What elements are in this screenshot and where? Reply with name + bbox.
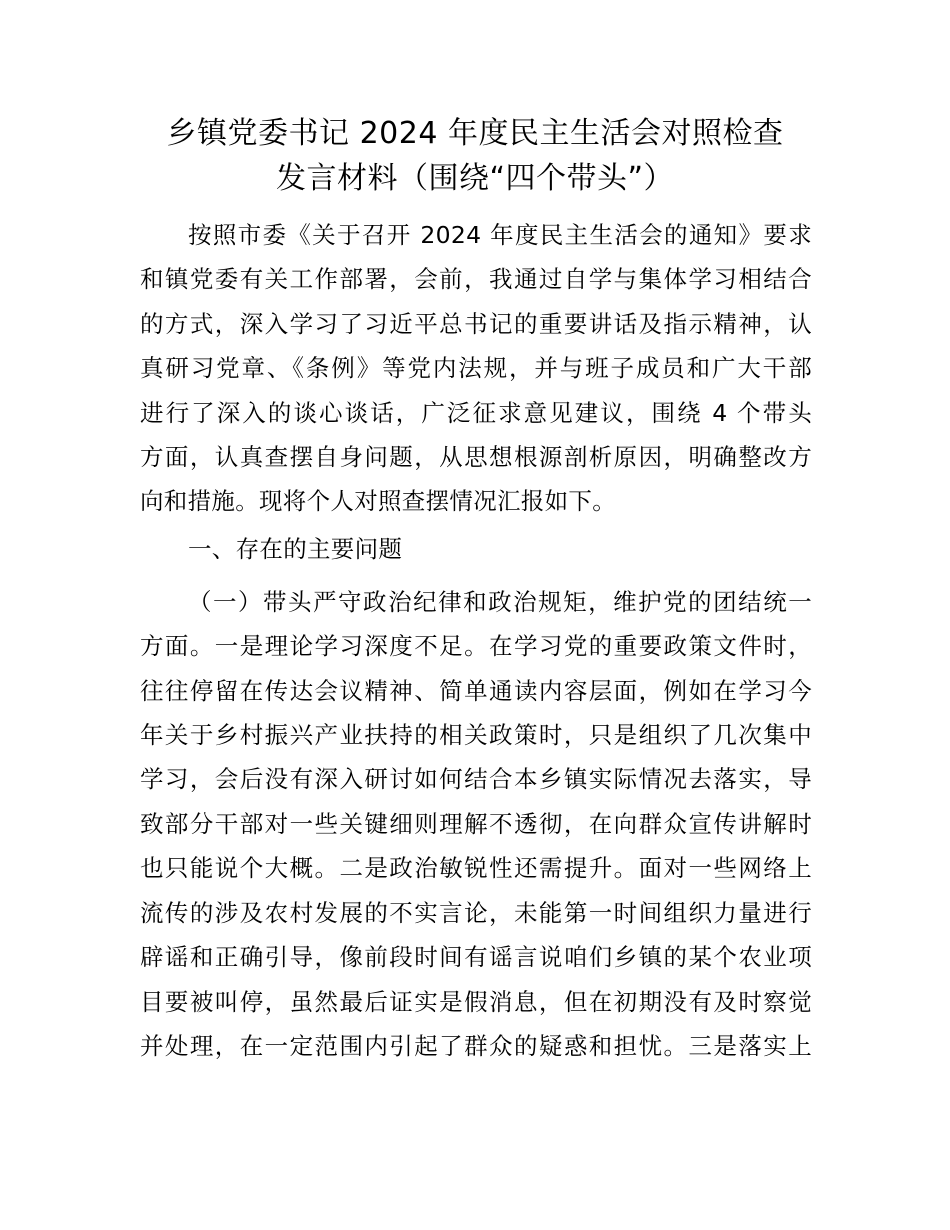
paragraph-line: 学习，会后没有深入研讨如何结合本乡镇实际情况去落实，导 bbox=[140, 765, 812, 793]
paragraph-line: 向和措施。现将个人对照查摆情况汇报如下。 bbox=[140, 487, 616, 515]
section-heading: 一、存在的主要问题 bbox=[188, 535, 403, 563]
paragraph-line: 流传的涉及农村发展的不实言论，未能第一时间组织力量进行 bbox=[140, 899, 812, 927]
paragraph-line: 和镇党委有关工作部署，会前，我通过自学与集体学习相结合 bbox=[140, 265, 812, 293]
paragraph-line: （一）带头严守政治纪律和政治规矩，维护党的团结统一 bbox=[188, 588, 812, 616]
paragraph-line: 方面。一是理论学习深度不足。在学习党的重要政策文件时， bbox=[140, 632, 812, 660]
paragraph-line: 也只能说个大概。二是政治敏锐性还需提升。面对一些网络上 bbox=[140, 854, 812, 882]
document-title-line-1: 乡镇党委书记 2024 年度民主生活会对照检查 bbox=[166, 116, 784, 151]
paragraph-line: 往往停留在传达会议精神、简单通读内容层面，例如在学习今 bbox=[140, 677, 812, 705]
paragraph-line: 目要被叫停，虽然最后证实是假消息，但在初期没有及时察觉 bbox=[140, 988, 812, 1016]
paragraph-line: 辟谣和正确引导，像前段时间有谣言说咱们乡镇的某个农业项 bbox=[140, 943, 812, 971]
document-title-line-2: 发言材料（围绕“四个带头”） bbox=[275, 161, 675, 196]
paragraph-line: 致部分干部对一些关键细则理解不透彻，在向群众宣传讲解时 bbox=[140, 810, 812, 838]
paragraph-line: 按照市委《关于召开 2024 年度民主生活会的通知》要求 bbox=[188, 221, 812, 249]
paragraph-line: 的方式，深入学习了习近平总书记的重要讲话及指示精神，认 bbox=[140, 310, 812, 338]
paragraph-line: 并处理，在一定范围内引起了群众的疑惑和担忧。三是落实上 bbox=[140, 1032, 812, 1060]
paragraph-line: 进行了深入的谈心谈话，广泛征求意见建议，围绕 4 个带头 bbox=[140, 399, 812, 427]
paragraph-line: 真研习党章、《条例》等党内法规，并与班子成员和广大干部 bbox=[140, 354, 812, 382]
paragraph-line: 年关于乡村振兴产业扶持的相关政策时，只是组织了几次集中 bbox=[140, 721, 812, 749]
paragraph-line: 方面，认真查摆自身问题，从思想根源剖析原因，明确整改方 bbox=[140, 443, 812, 471]
